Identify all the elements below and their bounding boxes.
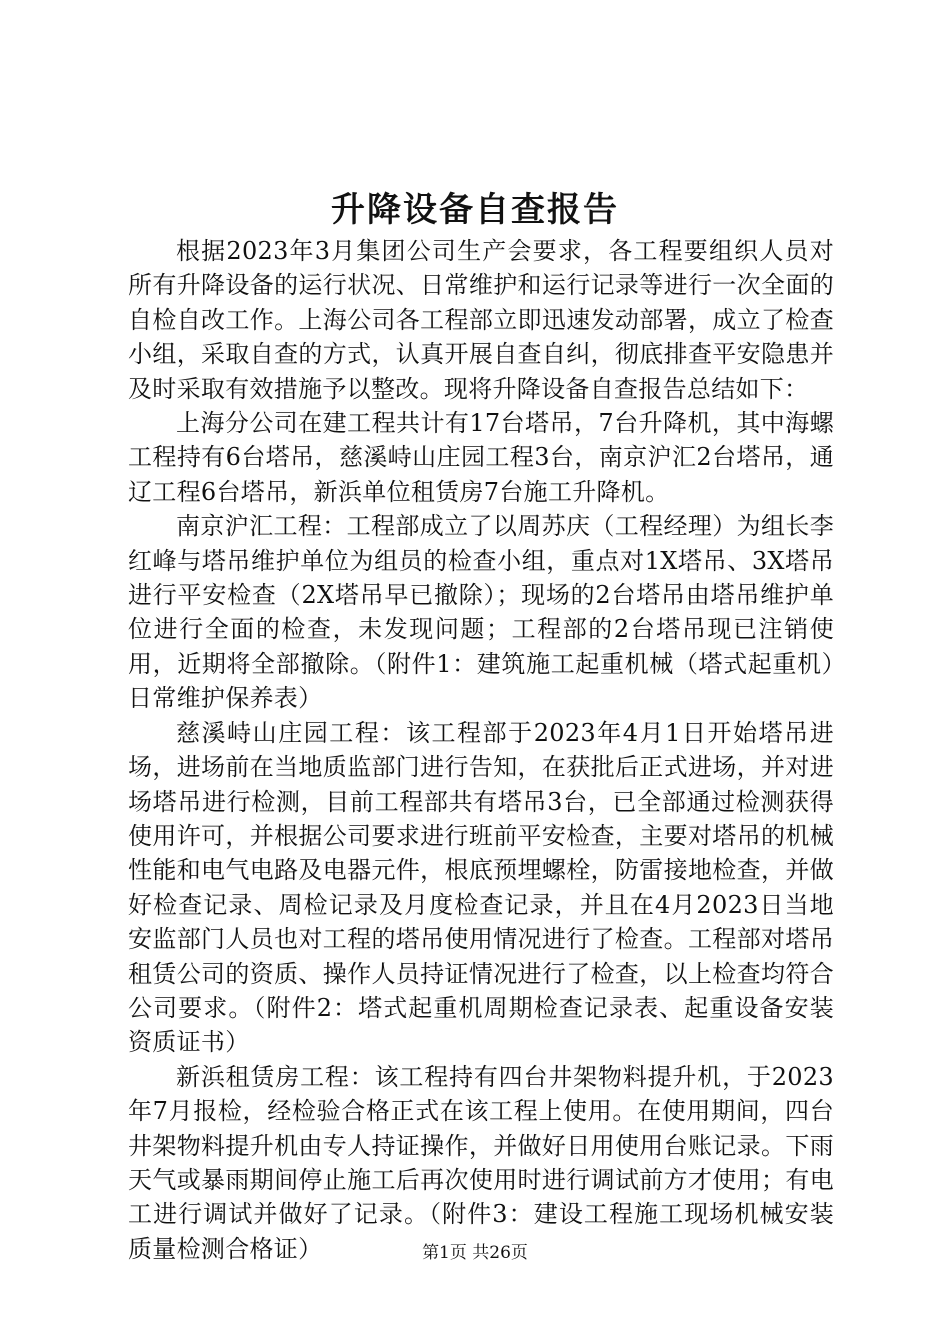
page-footer: 第1页 共26页 — [422, 1243, 528, 1263]
document-title: 升降设备自查报告 — [331, 190, 619, 230]
paragraph-nanjing-project: 南京沪汇工程：工程部成立了以周苏庆（工程经理）为组长李红峰与塔吊维护单位为组员的检查小组，重点对1X塔吊、3X塔吊进行平安检查（2X塔吊早已撤除）；现场的2台塔吊由塔吊维护单位进行全面的检查，未发现问题；工程部的2台塔吊现已注销使用，近期将全部撤除。（附件1：建筑施工起重机械（塔式起重机）日常维护保养表） — [128, 512, 834, 713]
paragraph-intro: 根据2023年3月集团公司生产会要求，各工程要组织人员对所有升降设备的运行状况、日常维护和运行记录等进行一次全面的自检自改工作。上海公司各工程部立即迅速发动部署，成立了检查小组，采取自查的方式，认真开展自查自纠，彻底排查平安隐患并及时采取有效措施予以整改。现将升降设备自查报告总结如下： — [128, 237, 834, 403]
paragraph-cixi-project: 慈溪峙山庄园工程：该工程部于2023年4月1日开始塔吊进场，进场前在当地质监部门进行告知，在获批后正式进场，并对进场塔吊进行检测，目前工程部共有塔吊3台，已全部通过检测获得使用许可，并根据公司要求进行班前平安检查，主要对塔吊的机械性能和电气电路及电器元件，根底预埋螺栓，防雷接地检查，并做好检查记录、周检记录及月度检查记录，并且在4月2023日当地安监部门人员也对工程的塔吊使用情况进行了检查。工程部对塔吊租赁公司的资质、操作人员持证情况进行了检查，以上检查均符合公司要求。（附件2：塔式起重机周期检查记录表、起重设备安装资质证书） — [128, 718, 834, 1057]
document-body — [128, 234, 834, 1266]
paragraph-xinbang-project: 新浜租赁房工程：该工程持有四台井架物料提升机，于2023年7月报检，经检验合格正式在该工程上使用。在使用期间，四台井架物料提升机由专人持证操作，并做好日用使用台账记录。下雨天气或暴雨期间停止施工后再次使用时进行调试前方才使用；有电工进行调试并做好了记录。（附件3：建设工程施工现场机械安装质量检测合格证） — [128, 1062, 834, 1263]
paragraph-summary: 上海分公司在建工程共计有17台塔吊，7台升降机，其中海螺工程持有6台塔吊，慈溪峙山庄园工程3台，南京沪汇2台塔吊，通辽工程6台塔吊，新浜单位租赁房7台施工升降机。 — [128, 409, 834, 506]
